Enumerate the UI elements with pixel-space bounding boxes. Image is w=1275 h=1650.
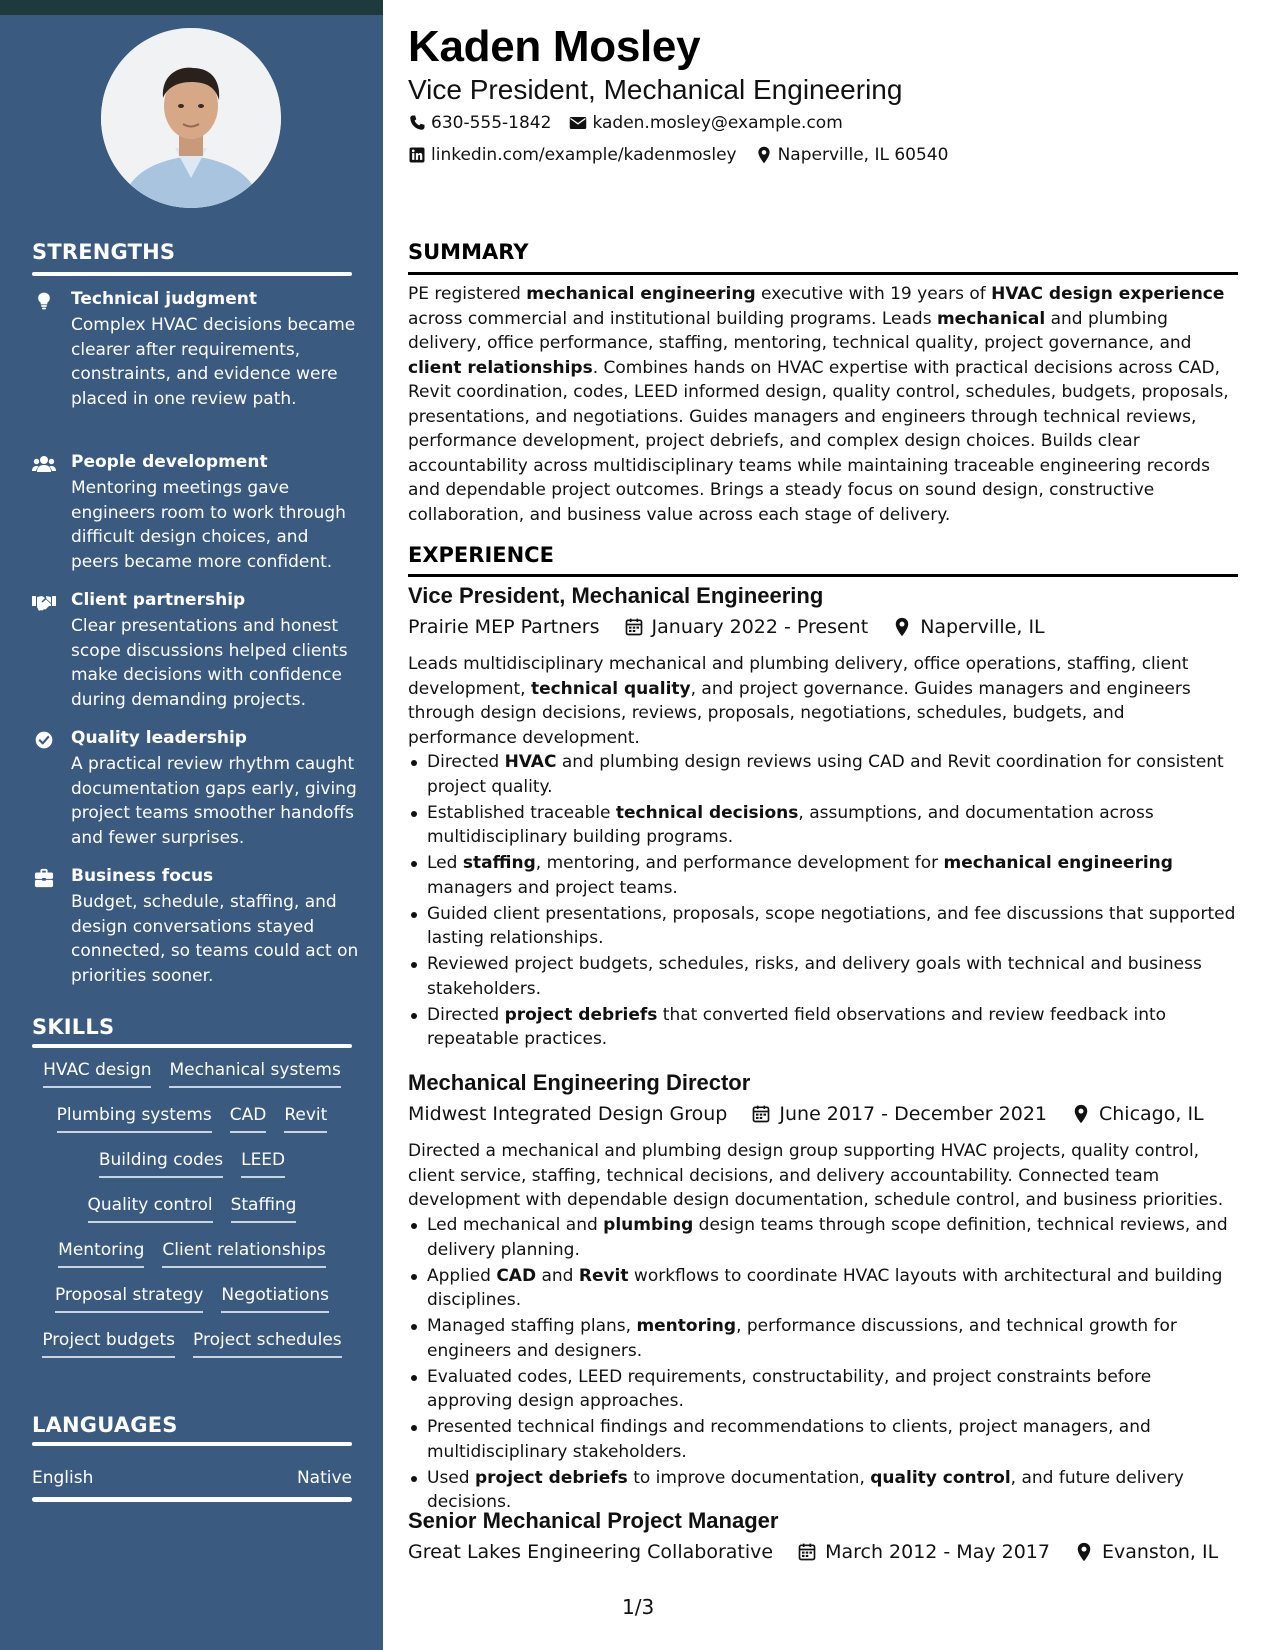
emphasis-text: HVAC (504, 752, 557, 772)
job-title: Mechanical Engineering Director (408, 1070, 751, 1095)
languages-divider (32, 1442, 352, 1446)
text-run: PE registered (408, 284, 527, 304)
contact-location (755, 145, 949, 165)
bullet-item (408, 1003, 1240, 1052)
skill-tag: Project budgets (42, 1330, 175, 1358)
text-run: and (536, 1265, 579, 1286)
contact-linkedin[interactable] (408, 145, 737, 165)
map-pin-icon (1071, 1104, 1091, 1124)
phone-icon (408, 114, 426, 132)
skills-heading: SKILLS (32, 1015, 115, 1039)
skill-tag: CAD (230, 1105, 267, 1133)
job-location: Naperville, IL (920, 616, 1045, 638)
bullet-item (408, 801, 1240, 850)
skills-row (32, 1060, 352, 1105)
map-pin-icon (1074, 1542, 1094, 1562)
strength-title: Client partnership (71, 590, 246, 610)
text-run: , performance discussions, and technical growth for engineers and designers. (427, 1316, 1177, 1361)
strength-text: Complex HVAC decisions became clearer after requirements, constraints, and evidence were placed in one review path. (71, 315, 356, 409)
emphasis-text: CAD (496, 1265, 537, 1286)
language-name: English (32, 1468, 94, 1488)
map-pin-icon (755, 146, 773, 164)
summary-heading: SUMMARY (408, 240, 529, 264)
summary-text (408, 282, 1238, 527)
job-company: Great Lakes Engineering Collaborative (408, 1541, 774, 1563)
text-run: design teams through scope definition, technical reviews, and delivery planning. (427, 1215, 1228, 1260)
text-run: Led mechanical and (427, 1215, 604, 1235)
job-meta (408, 1541, 1218, 1563)
job-description (408, 1139, 1238, 1213)
map-pin-icon (892, 617, 912, 637)
skill-tag: Staffing (231, 1195, 297, 1223)
experience-heading: EXPERIENCE (408, 543, 554, 567)
languages-heading: LANGUAGES (32, 1413, 178, 1437)
job-bullets (408, 750, 1240, 1053)
text-run: Directed a mechanical and plumbing design group supporting HVAC projects, quality control, client service, staffing, technical decisions, and delivery accountability. Connected team development with dependable design documentation, schedule control, and business priorities. (408, 1141, 1224, 1210)
bullet-item (408, 1314, 1240, 1363)
skill-tag: Revit (284, 1105, 327, 1133)
calendar-icon (751, 1104, 771, 1124)
skills-list (32, 1060, 352, 1375)
text-run: to improve documentation, (627, 1467, 871, 1488)
emphasis-text: mechanical (936, 308, 1046, 329)
calendar-icon (624, 617, 644, 637)
job-description (408, 652, 1238, 750)
calendar-icon (797, 1542, 817, 1562)
bullet-item (408, 902, 1240, 951)
text-run: Leads multidisciplinary mechanical and plumbing delivery, office operations, staffing, client development, (408, 654, 1189, 699)
bullet-item (408, 1415, 1240, 1464)
envelope-icon (569, 114, 587, 132)
job-meta (408, 616, 1045, 638)
text-run: and plumbing delivery, office performance, staffing, mentoring, technical quality, project governance, and (408, 308, 1192, 353)
language-level: Native (296, 1468, 352, 1488)
users-icon (32, 454, 56, 474)
emphasis-text: plumbing (603, 1215, 694, 1235)
emphasis-text: technical quality (530, 678, 691, 699)
text-run: Evaluated codes, LEED requirements, constructability, and project constraints before approving design approaches. (427, 1366, 1152, 1411)
location-text: Naperville, IL 60540 (777, 145, 949, 165)
skill-tag: Mechanical systems (169, 1060, 340, 1088)
summary-divider (408, 272, 1238, 275)
skill-tag: Plumbing systems (57, 1105, 212, 1133)
text-run: Guided client presentations, proposals, scope negotiations, and fee discussions that supported lasting relationships. (427, 903, 1236, 948)
strength-text: A practical review rhythm caught documentation gaps early, giving project teams smoother handoffs and fewer surprises. (71, 754, 357, 848)
text-run: , assumptions, and documentation across multidisciplinary building programs. (427, 802, 1154, 847)
skill-tag: Proposal strategy (55, 1285, 203, 1313)
strength-text: Mentoring meetings gave engineers room to work through difficult design choices, and peers became more confident. (71, 478, 346, 572)
contact-row (408, 145, 948, 165)
job-meta (408, 1103, 1204, 1125)
text-run: Applied (427, 1265, 497, 1286)
bullet-item (408, 1365, 1240, 1414)
job-bullets (408, 1213, 1240, 1516)
job-dates: June 2017 - December 2021 (779, 1103, 1047, 1125)
text-run: workflows to coordinate HVAC layouts with architectural and building disciplines. (427, 1265, 1223, 1310)
skill-tag: HVAC design (43, 1060, 151, 1088)
strength-title: Quality leadership (71, 728, 247, 748)
text-run: , and project governance. Guides managers and engineers through design decisions, reviews, proposals, negotiations, schedules, budgets, and performance development. (408, 678, 1191, 748)
phone-text: 630-555-1842 (431, 113, 552, 133)
emphasis-text: mechanical engineering (943, 853, 1173, 873)
text-run: Reviewed project budgets, schedules, risks, and delivery goals with technical and business stakeholders. (427, 954, 1202, 999)
strength-text: Clear presentations and honest scope discussions helped clients make decisions with confidence during demanding projects. (71, 616, 348, 710)
text-run: Managed staffing plans, (427, 1316, 637, 1336)
language-proficiency-bar (32, 1497, 352, 1502)
text-run: . Combines hands on HVAC expertise with practical decisions across CAD, Revit coordination, codes, LEED informed design, quality control, schedules, budgets, proposals, presentations, and negotiations. Guides managers and engineers through technical reviews, performance development, project debriefs, and complex design choices. Builds clear accountability across multidisciplinary teams while maintaining traceable engineering records and dependable project outcomes. Brings a steady focus on sound design, constructive collaboration, and business value across each stage of delivery. (408, 357, 1229, 525)
strengths-divider (32, 272, 352, 276)
contact-email[interactable] (569, 113, 842, 133)
job-dates: January 2022 - Present (651, 616, 869, 638)
bullet-item (408, 1213, 1240, 1262)
text-run: executive with 19 years of (755, 284, 992, 304)
skills-row (32, 1330, 352, 1375)
skill-tag: Project schedules (193, 1330, 342, 1358)
skills-row (32, 1105, 352, 1150)
profile-photo-image (101, 28, 281, 208)
emphasis-text: mechanical engineering (526, 284, 756, 304)
emphasis-text: client relationships (408, 357, 593, 378)
strength-text: Budget, schedule, staffing, and design conversations stayed connected, so teams could act on priorities sooner. (71, 892, 359, 986)
emphasis-text: project debriefs (474, 1467, 628, 1488)
skills-divider (32, 1044, 352, 1048)
job-company: Midwest Integrated Design Group (408, 1103, 728, 1125)
briefcase-icon (32, 868, 56, 888)
skill-tag: Quality control (88, 1195, 213, 1223)
strength-title: People development (71, 452, 268, 472)
lightbulb-icon (32, 291, 56, 311)
emphasis-text: staffing (462, 853, 536, 873)
text-run: across commercial and institutional building programs. Leads (408, 308, 937, 329)
skill-tag: Client relationships (162, 1240, 325, 1268)
text-run: , mentoring, and performance development for (535, 853, 944, 873)
contact-phone (408, 113, 551, 133)
linkedin-text: linkedin.com/example/kadenmosley (431, 145, 737, 165)
job-location: Chicago, IL (1099, 1103, 1204, 1125)
emphasis-text: quality control (870, 1467, 1011, 1488)
text-run: , and future delivery decisions. (427, 1467, 1184, 1512)
strength-title: Technical judgment (71, 289, 258, 309)
skill-tag: Negotiations (221, 1285, 329, 1313)
skills-row (32, 1285, 352, 1330)
text-run: Established traceable (427, 802, 616, 823)
text-run: that converted field observations and review feedback into repeatable practices. (427, 1004, 1167, 1049)
text-run: managers and project teams. (427, 877, 678, 898)
text-run: Directed (427, 752, 505, 772)
check-circle-icon (32, 730, 56, 750)
emphasis-text: Revit (578, 1265, 629, 1286)
strength-title: Business focus (71, 866, 214, 886)
bullet-item (408, 750, 1240, 799)
profile-photo (101, 28, 281, 208)
candidate-headline: Vice President, Mechanical Engineering (408, 74, 903, 105)
skills-row (32, 1150, 352, 1195)
skill-tag: Building codes (99, 1150, 223, 1178)
text-run: and plumbing design reviews using CAD and Revit coordination for consistent project quality. (427, 752, 1224, 797)
text-run: Used (427, 1467, 475, 1488)
language-row (32, 1468, 352, 1488)
emphasis-text: mentoring (636, 1316, 737, 1336)
skill-tag: LEED (241, 1150, 285, 1178)
bullet-item (408, 1264, 1240, 1313)
text-run: Led (427, 853, 463, 873)
email-text: kaden.mosley@example.com (592, 113, 843, 133)
job-title: Vice President, Mechanical Engineering (408, 583, 824, 608)
strengths-heading: STRENGTHS (32, 240, 176, 264)
bullet-item (408, 851, 1240, 900)
skills-row (32, 1195, 352, 1240)
sidebar-top-bar (0, 0, 383, 15)
contact-row (408, 113, 843, 133)
candidate-name: Kaden Mosley (408, 22, 701, 71)
text-run: Presented technical findings and recommendations to clients, project managers, and multidisciplinary stakeholders. (427, 1417, 1151, 1462)
job-company: Prairie MEP Partners (408, 616, 600, 638)
bullet-item (408, 952, 1240, 1001)
job-dates: March 2012 - May 2017 (825, 1541, 1050, 1563)
emphasis-text: technical decisions (615, 802, 799, 823)
emphasis-text: HVAC design experience (991, 284, 1225, 304)
job-title: Senior Mechanical Project Manager (408, 1508, 779, 1533)
skill-tag: Mentoring (58, 1240, 144, 1268)
linkedin-icon (408, 146, 426, 164)
emphasis-text: project debriefs (504, 1004, 658, 1025)
text-run: Directed (427, 1004, 505, 1025)
skills-row (32, 1240, 352, 1285)
experience-divider (408, 574, 1238, 577)
handshake-icon (32, 592, 56, 612)
job-location: Evanston, IL (1101, 1541, 1219, 1563)
page-number: 1/3 (622, 1595, 655, 1619)
